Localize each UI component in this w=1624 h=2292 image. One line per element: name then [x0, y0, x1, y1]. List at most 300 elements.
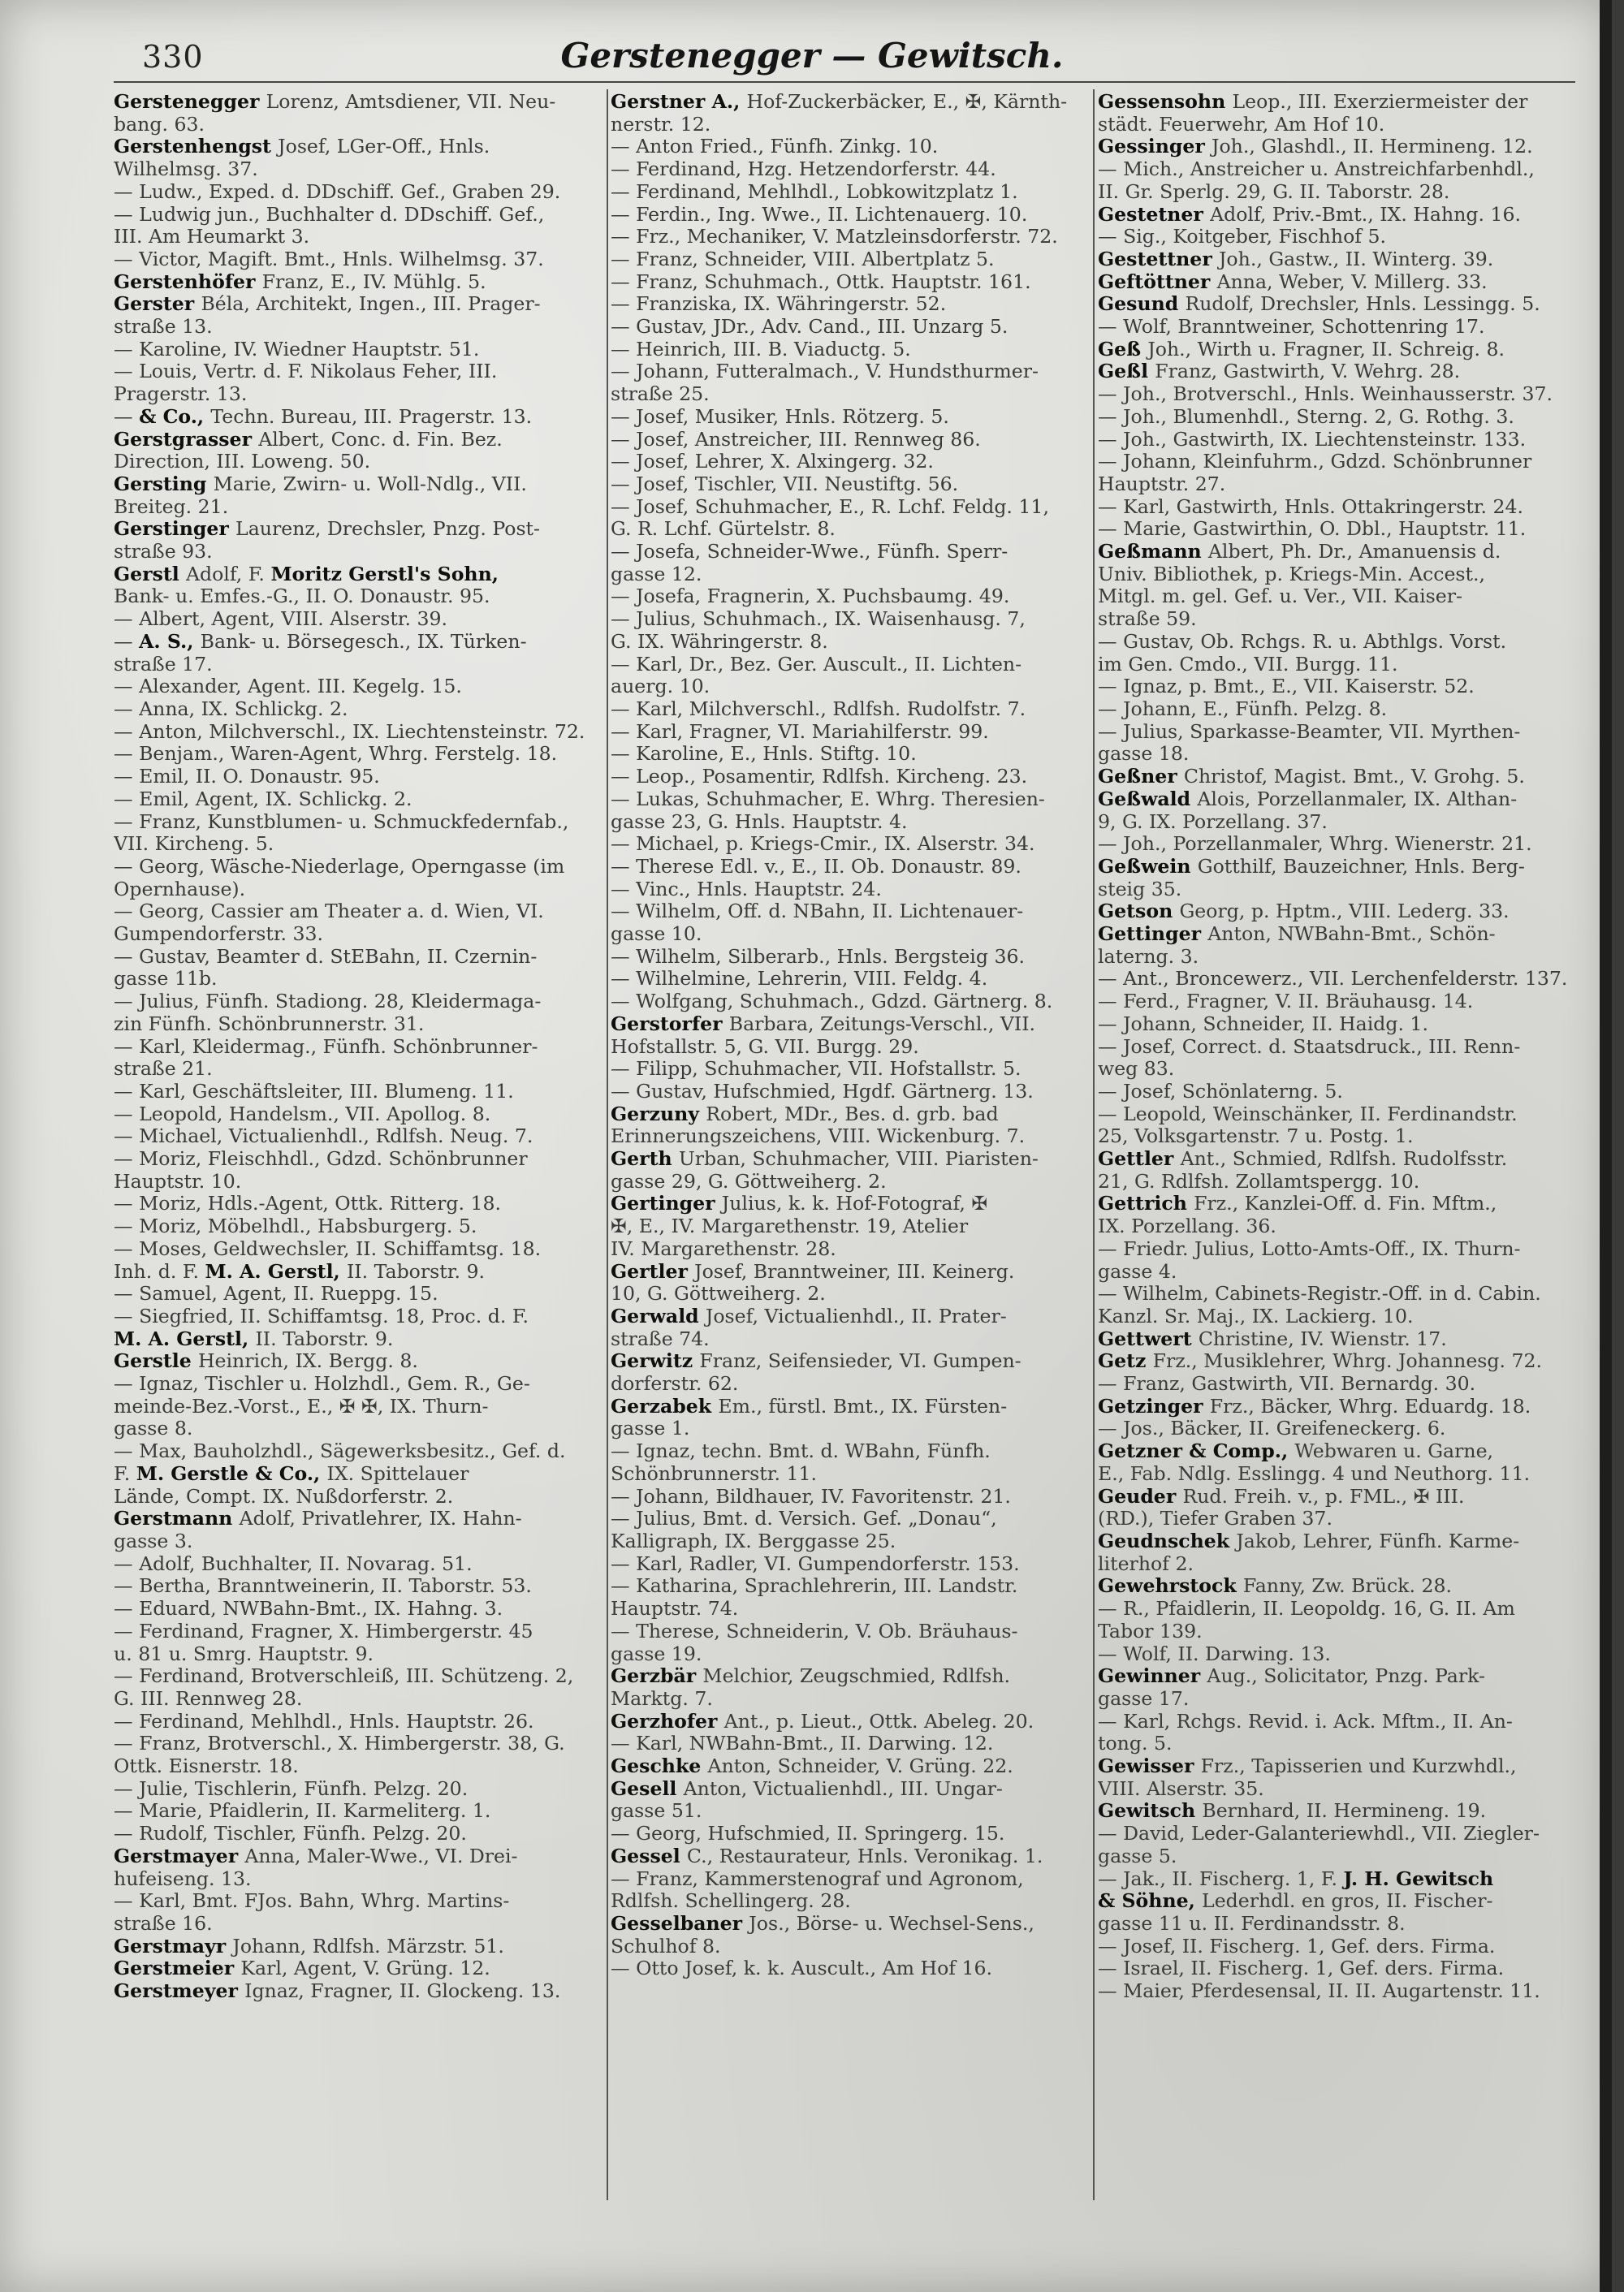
- entry-text: Schönbrunnerstr. 11.: [611, 1461, 817, 1485]
- entry-text: Gumpendorferstr. 33.: [114, 922, 324, 946]
- entry-surname: Gesell: [611, 1776, 684, 1800]
- entry-text: — Adolf, Buchhalter, II. Novarag. 51.: [114, 1552, 473, 1575]
- directory-line: [1098, 226, 1579, 248]
- entry-text: 21, G. Rdlfsh. Zollamtspergg. 10.: [1098, 1169, 1420, 1193]
- directory-line: [114, 1238, 601, 1261]
- entry-text: 10, G. Göttweiherg. 2.: [611, 1282, 826, 1306]
- entry-text: — Friedr. Julius, Lotto-Amts-Off., IX. Thurn-: [1098, 1237, 1521, 1260]
- entry-text: — Joh., Blumenhdl., Sterng. 2, G. Rothg. 3.: [1098, 404, 1514, 428]
- directory-line: [1098, 136, 1579, 158]
- directory-line: [114, 1800, 601, 1823]
- entry-text: — Franz, Brotverschl., X. Himbergerstr. 38, G.: [114, 1732, 565, 1755]
- directory-line: [114, 1621, 601, 1643]
- entry-surname: Gerstgrasser: [114, 427, 259, 451]
- entry-text: — Julius, Schuhmach., IX. Waisenhausg. 7,: [611, 607, 1026, 631]
- entry-text: Albert, Ph. Dr., Amanuensis d.: [1207, 540, 1501, 563]
- directory-line: [114, 1755, 601, 1778]
- directory-line: [611, 1733, 1094, 1755]
- entry-text: — Marie, Pfaidlerin, II. Karmeliterg. 1.: [114, 1799, 491, 1823]
- entry-text: — Ignaz, Tischler u. Holzhdl., Gem. R., Ge-: [114, 1372, 530, 1396]
- directory-line: [1098, 1665, 1579, 1688]
- entry-text: VIII. Alserstr. 35.: [1098, 1776, 1264, 1800]
- directory-line: [611, 1936, 1094, 1958]
- directory-line: [1098, 900, 1579, 923]
- entry-text: Julius, k. k. Hof-Fotograf, ✠: [721, 1192, 988, 1215]
- directory-column-2: [611, 91, 1094, 2275]
- directory-line: [114, 563, 601, 586]
- directory-line: [611, 316, 1094, 339]
- directory-line: [1098, 676, 1579, 698]
- entry-text: — Albert, Agent, VIII. Alserstr. 39.: [114, 607, 448, 631]
- entry-text: — Karl, Dr., Bez. Ger. Auscult., II. Lichten-: [611, 652, 1022, 676]
- directory-line: [114, 1036, 601, 1059]
- entry-text: gasse 17.: [1098, 1686, 1190, 1710]
- directory-line: [1098, 158, 1579, 181]
- directory-line: [611, 1081, 1094, 1103]
- directory-line: [114, 1980, 601, 2003]
- entry-surname: Gewehrstock: [1098, 1574, 1243, 1598]
- directory-line: [1098, 1350, 1579, 1373]
- entry-text: — Karl, Gastwirth, Hnls. Ottakringerstr. 24.: [1098, 494, 1524, 518]
- entry-text: — Emil, Agent, IX. Schlickg. 2.: [114, 787, 412, 810]
- directory-line: [1098, 91, 1579, 114]
- directory-line: [611, 1575, 1094, 1598]
- directory-line: [114, 991, 601, 1013]
- directory-line: [1098, 541, 1579, 563]
- entry-text: Bernhard, II. Hermineng. 19.: [1202, 1799, 1487, 1823]
- directory-line: [114, 1575, 601, 1598]
- directory-line: [1098, 1036, 1579, 1059]
- entry-surname: Getzner & Comp.,: [1098, 1440, 1295, 1463]
- entry-text: Ant., Schmied, Rdlfsh. Rudolfsstr.: [1180, 1147, 1508, 1171]
- entry-text: — Ferd., Fragner, V. II. Bräuhausg. 14.: [1098, 990, 1474, 1013]
- entry-text: — Georg, Cassier am Theater a. d. Wien, VI.: [114, 900, 544, 923]
- entry-surname: Gerstner A.,: [611, 91, 747, 113]
- directory-line: [1098, 1755, 1579, 1778]
- directory-line: [611, 923, 1094, 946]
- directory-line: [611, 181, 1094, 204]
- page-number: 330: [142, 39, 204, 75]
- entry-text: — Gustav, Ob. Rchgs. R. u. Abthlgs. Vorst.: [1098, 629, 1507, 653]
- entry-text: Frz., Tapisserien und Kurzwhdl.,: [1200, 1755, 1517, 1778]
- directory-line: [611, 1171, 1094, 1193]
- directory-line: [114, 946, 601, 969]
- entry-text: — Julius, Sparkasse-Beamter, VII. Myrthen-: [1098, 719, 1521, 743]
- entry-surname: Gestetner: [1098, 202, 1211, 226]
- directory-line: [114, 1283, 601, 1306]
- directory-line: [1098, 811, 1579, 834]
- entry-text: Wilhelmsg. 37.: [114, 158, 258, 181]
- directory-line: [1098, 1171, 1579, 1193]
- entry-text: Lorenz, Amtsdiener, VII. Neu-: [266, 91, 556, 113]
- entry-text: hufeiseng. 13.: [114, 1867, 252, 1890]
- directory-line: [1098, 1980, 1579, 2003]
- directory-line: [1098, 339, 1579, 361]
- directory-line: [611, 1530, 1094, 1553]
- entry-text: straße 25.: [611, 382, 710, 406]
- entry-text: — Karl, Kleidermag., Fünfh. Schönbrunner-: [114, 1034, 538, 1058]
- directory-line: [1098, 518, 1579, 541]
- directory-line: [611, 1036, 1094, 1059]
- directory-line: [611, 654, 1094, 676]
- directory-line: [114, 608, 601, 631]
- entry-text: Frz., Kanzlei-Off. d. Fin. Mftm.,: [1194, 1192, 1497, 1215]
- directory-line: [611, 946, 1094, 969]
- directory-line: [114, 1688, 601, 1711]
- directory-line: [1098, 563, 1579, 586]
- directory-line: [114, 1215, 601, 1238]
- entry-text: —: [114, 404, 140, 428]
- entry-text: — Jos., Bäcker, II. Greifeneckerg. 6.: [1098, 1417, 1446, 1440]
- entry-surname: Gestettner: [1098, 247, 1219, 270]
- entry-surname: Geßwald: [1098, 787, 1198, 810]
- directory-line: [611, 1553, 1094, 1576]
- directory-line: [114, 496, 601, 519]
- directory-line: [114, 1396, 601, 1418]
- directory-line: [114, 1957, 601, 1980]
- entry-text: Hofstallstr. 5, G. VII. Burgg. 29.: [611, 1034, 919, 1058]
- entry-surname: Geschke: [611, 1755, 708, 1778]
- entry-text: — David, Leder-Galanteriewhdl., VII. Ziegler-: [1098, 1822, 1540, 1845]
- directory-line: [1098, 1711, 1579, 1733]
- directory-line: [611, 608, 1094, 631]
- directory-line: [1098, 1463, 1579, 1486]
- entry-text: G. III. Rennweg 28.: [114, 1686, 303, 1710]
- entry-surname: Geftöttner: [1098, 270, 1217, 293]
- entry-text: Bank- u. Emfes.-G., II. O. Donaustr. 95.: [114, 585, 490, 608]
- entry-text: — Josef, Anstreicher, III. Rennweg 86.: [611, 427, 981, 451]
- directory-line: [114, 811, 601, 834]
- entry-surname: Gerstmayr: [114, 1934, 233, 1957]
- directory-line: [114, 226, 601, 248]
- directory-line: [611, 1778, 1094, 1801]
- entry-text: — Joh., Gastwirth, IX. Liechtensteinstr. 133.: [1098, 427, 1527, 451]
- directory-line: [611, 293, 1094, 316]
- directory-line: [611, 721, 1094, 744]
- entry-text: Robert, MDr., Bes. d. grb. bad: [706, 1102, 999, 1125]
- directory-line: [1098, 1215, 1579, 1238]
- directory-line: [114, 316, 601, 339]
- entry-text: — Leopold, Handelsm., VII. Apollog. 8.: [114, 1102, 491, 1125]
- entry-surname: Gertinger: [611, 1192, 722, 1215]
- entry-text: — Josefa, Fragnerin, X. Puchsbaumg. 49.: [611, 585, 1010, 608]
- entry-text: Georg, p. Hptm., VIII. Lederg. 33.: [1179, 900, 1510, 923]
- entry-surname: Getz: [1098, 1349, 1153, 1373]
- entry-text: — Karl, Geschäftsleiter, III. Blumeng. 11.: [114, 1079, 514, 1103]
- directory-line: [1098, 766, 1579, 788]
- entry-text: 25, Volksgartenstr. 7 u. Postg. 1.: [1098, 1124, 1414, 1148]
- entry-text: straße 93.: [114, 540, 213, 563]
- directory-line: [114, 1125, 601, 1148]
- directory-line: [611, 1125, 1094, 1148]
- entry-surname: Gerstle: [114, 1349, 198, 1373]
- page-edge-shadow: [1600, 0, 1612, 2292]
- entry-text: — Mich., Anstreicher u. Anstreichfarbenhdl.,: [1098, 158, 1535, 181]
- entry-surname: Gettinger: [1098, 922, 1208, 946]
- entry-text: — Ferdinand, Mehlhdl., Hnls. Hauptstr. 26.: [114, 1709, 534, 1733]
- entry-text: zin Fünfh. Schönbrunnerstr. 31.: [114, 1012, 425, 1035]
- directory-line: [611, 833, 1094, 856]
- entry-text: Josef, Victualienhdl., II. Prater-: [705, 1304, 1007, 1327]
- directory-line: [114, 788, 601, 811]
- directory-line: [611, 1800, 1094, 1823]
- directory-line: [1098, 1845, 1579, 1868]
- entry-text: laterng. 3.: [1098, 944, 1199, 968]
- entry-text: Em., fürstl. Bmt., IX. Fürsten-: [718, 1394, 1008, 1418]
- directory-line: [611, 991, 1094, 1013]
- directory-line: [611, 473, 1094, 496]
- entry-surname: Gerzhofer: [611, 1709, 724, 1733]
- entry-text: straße 13.: [114, 315, 213, 339]
- entry-text: — Rudolf, Tischler, Fünfh. Pelzg. 20.: [114, 1822, 467, 1845]
- directory-line: [611, 1261, 1094, 1284]
- entry-surname: M. Gerstle & Co.,: [136, 1461, 327, 1485]
- entry-surname: Getzinger: [1098, 1394, 1210, 1418]
- entry-text: — Ferdinand, Mehlhdl., Lobkowitzplatz 1.: [611, 179, 1018, 203]
- directory-line: [114, 158, 601, 181]
- directory-line: [1098, 1890, 1579, 1913]
- entry-surname: Gewinner: [1098, 1664, 1207, 1688]
- directory-line: [114, 878, 601, 901]
- entry-text: Franz, E., IV. Mühlg. 5.: [261, 270, 486, 293]
- directory-line: [611, 631, 1094, 654]
- directory-line: [1098, 1148, 1579, 1171]
- entry-text: II. Taborstr. 9.: [255, 1327, 394, 1350]
- entry-text: Christine, IV. Wienstr. 17.: [1198, 1327, 1447, 1350]
- entry-text: Webwaren u. Garne,: [1294, 1440, 1494, 1463]
- entry-text: (RD.), Tiefer Graben 37.: [1098, 1507, 1332, 1530]
- entry-text: — Katharina, Sprachlehrerin, III. Landstr.: [611, 1574, 1018, 1598]
- directory-line: [1098, 1936, 1579, 1958]
- entry-text: — Siegfried, II. Schiffamtsg. 18, Proc. d. F.: [114, 1304, 529, 1327]
- entry-text: — Karoline, IV. Wiedner Hauptstr. 51.: [114, 337, 480, 360]
- entry-surname: Gerster: [114, 292, 201, 316]
- entry-text: Karl, Agent, V. Grüng. 12.: [240, 1957, 490, 1980]
- directory-line: [1098, 1868, 1579, 1891]
- directory-line: [114, 1261, 601, 1284]
- entry-text: — Marie, Gastwirthin, O. Dbl., Hauptstr. 11.: [1098, 517, 1527, 541]
- directory-line: [114, 360, 601, 383]
- entry-text: Ant., p. Lieut., Ottk. Abeleg. 20.: [723, 1709, 1034, 1733]
- entry-surname: M. A. Gerstl,: [114, 1327, 256, 1350]
- entry-text: — Ignaz, techn. Bmt. d. WBahn, Fünfh.: [611, 1440, 991, 1463]
- directory-line: [1098, 1621, 1579, 1643]
- entry-text: Anton, Victualienhdl., III. Ungar-: [683, 1776, 1003, 1800]
- directory-line: [1098, 654, 1579, 676]
- entry-text: — Wilhelm, Silberarb., Hnls. Bergsteig 36.: [611, 944, 1025, 968]
- directory-line: [1098, 429, 1579, 451]
- directory-line: [1098, 608, 1579, 631]
- entry-surname: Gerth: [611, 1147, 679, 1171]
- directory-line: [114, 1553, 601, 1576]
- directory-line: [114, 451, 601, 473]
- entry-text: gasse 23, G. Hnls. Hauptstr. 4.: [611, 809, 908, 833]
- directory-line: [611, 1148, 1094, 1171]
- entry-text: Frz., Bäcker, Whrg. Eduardg. 18.: [1209, 1394, 1531, 1418]
- entry-surname: Gerstmeyer: [114, 1979, 245, 2003]
- entry-text: gasse 3.: [114, 1530, 193, 1552]
- entry-text: — Gustav, Hufschmied, Hgdf. Gärtnerg. 13.: [611, 1079, 1034, 1103]
- entry-surname: Geuder: [1098, 1484, 1183, 1508]
- entry-text: — Johann, Kleinfuhrm., Gdzd. Schönbrunner: [1098, 450, 1532, 473]
- entry-text: Melchior, Zeugschmied, Rdlfsh.: [702, 1664, 1011, 1688]
- entry-surname: Geßwein: [1098, 854, 1198, 878]
- directory-line: [114, 833, 601, 856]
- entry-text: — Ludwig jun., Buchhalter d. DDschiff. Gef.,: [114, 202, 545, 226]
- entry-text: — Bertha, Branntweinerin, II. Taborstr. 53.: [114, 1574, 532, 1598]
- entry-text: Inh. d. F.: [114, 1259, 205, 1283]
- running-head: Gerstenegger — Gewitsch.: [560, 36, 1064, 76]
- entry-text: — Karoline, E., Hnls. Stiftg. 10.: [611, 742, 917, 766]
- directory-line: [114, 1913, 601, 1936]
- entry-text: — Georg, Wäsche-Niederlage, Operngasse (im: [114, 854, 565, 878]
- directory-line: [114, 631, 601, 654]
- directory-line: [611, 360, 1094, 383]
- entry-text: — Franz, Schuhmach., Ottk. Hauptstr. 161.: [611, 270, 1031, 293]
- entry-text: Jos., Börse- u. Wechsel-Sens.,: [749, 1911, 1034, 1935]
- directory-line: [611, 1350, 1094, 1373]
- directory-line: [1098, 1058, 1579, 1081]
- entry-text: II. Gr. Sperlg. 29, G. II. Taborstr. 28.: [1098, 179, 1450, 203]
- entry-text: Heinrich, IX. Bergg. 8.: [197, 1349, 418, 1373]
- directory-line: [1098, 1328, 1579, 1351]
- entry-text: Gotthilf, Bauzeichner, Hnls. Berg-: [1197, 854, 1525, 878]
- directory-line: [1098, 1283, 1579, 1306]
- directory-line: [611, 1238, 1094, 1261]
- entry-text: Franz, Seifensieder, VI. Gumpen-: [699, 1349, 1021, 1373]
- entry-text: Rud. Freih. v., p. FML., ✠ III.: [1182, 1484, 1465, 1508]
- directory-line: [611, 1913, 1094, 1936]
- entry-text: Franz, Gastwirth, V. Wehrg. 28.: [1155, 360, 1461, 383]
- entry-text: Erinnerungszeichens, VIII. Wickenburg. 7.: [611, 1124, 1026, 1148]
- directory-line: [611, 429, 1094, 451]
- directory-line: [611, 1058, 1094, 1081]
- directory-line: [1098, 1553, 1579, 1576]
- directory-line: [1098, 204, 1579, 227]
- directory-line: [611, 1440, 1094, 1463]
- entry-text: — Josef, Lehrer, X. Alxingerg. 32.: [611, 450, 934, 473]
- directory-line: [1098, 1486, 1579, 1509]
- directory-line: [611, 406, 1094, 429]
- directory-line: [1098, 968, 1579, 991]
- directory-line: [1098, 1193, 1579, 1215]
- entry-surname: Gerstl: [114, 562, 186, 585]
- directory-line: [1098, 698, 1579, 721]
- entry-surname: Geßner: [1098, 765, 1184, 788]
- entry-text: — Johann, Bildhauer, IV. Favoritenstr. 21.: [611, 1484, 1011, 1508]
- entry-text: — Louis, Vertr. d. F. Nikolaus Feher, III.: [114, 360, 498, 383]
- entry-text: bang. 63.: [114, 112, 205, 136]
- directory-line: [1098, 585, 1579, 608]
- entry-text: — Moriz, Möbelhdl., Habsburgerg. 5.: [114, 1215, 477, 1238]
- entry-text: tong. 5.: [1098, 1732, 1173, 1755]
- directory-line: [114, 136, 601, 158]
- entry-text: — Wolf, Branntweiner, Schottenring 17.: [1098, 315, 1485, 339]
- directory-line: [611, 1508, 1094, 1530]
- entry-text: Christof, Magist. Bmt., V. Grohg. 5.: [1183, 765, 1525, 788]
- entry-text: Leop., III. Exerziermeister der: [1232, 91, 1528, 113]
- entry-surname: Gettwert: [1098, 1327, 1199, 1350]
- entry-text: meinde-Bez.-Vorst., E., ✠ ✠, IX. Thurn-: [114, 1394, 489, 1418]
- entry-text: — Johann, Schneider, II. Haidg. 1.: [1098, 1012, 1428, 1035]
- entry-text: gasse 1.: [611, 1417, 690, 1440]
- directory-line: [1098, 946, 1579, 969]
- entry-text: Mitgl. m. gel. Gef. u. Ver., VII. Kaiser-: [1098, 585, 1462, 608]
- entry-text: steig 35.: [1098, 877, 1182, 900]
- directory-line: [611, 158, 1094, 181]
- entry-text: Josef, LGer-Off., Hnls.: [278, 135, 490, 158]
- directory-line: [1098, 1598, 1579, 1621]
- entry-surname: Gettler: [1098, 1147, 1181, 1171]
- directory-line: [114, 1418, 601, 1440]
- entry-text: gasse 51.: [611, 1799, 702, 1823]
- entry-text: städt. Feuerwehr, Am Hof 10.: [1098, 112, 1385, 136]
- entry-text: E., Fab. Ndlg. Esslingg. 4 und Neuthorg. 11.: [1098, 1461, 1531, 1485]
- directory-line: [611, 1396, 1094, 1418]
- directory-line: [1098, 360, 1579, 383]
- entry-text: — Lukas, Schuhmacher, E. Whrg. Theresien-: [611, 787, 1045, 810]
- entry-text: — Benjam., Waren-Agent, Whrg. Ferstelg. 18.: [114, 742, 558, 766]
- entry-text: Béla, Architekt, Ingen., III. Prager-: [201, 292, 541, 316]
- directory-line: [114, 91, 601, 114]
- entry-text: — Julie, Tischlerin, Fünfh. Pelzg. 20.: [114, 1776, 469, 1800]
- entry-surname: Gessel: [611, 1844, 687, 1867]
- directory-line: [114, 743, 601, 766]
- directory-line: [611, 698, 1094, 721]
- directory-line: [1098, 1418, 1579, 1440]
- directory-line: [114, 1373, 601, 1396]
- entry-text: Kalligraph, IX. Berggasse 25.: [611, 1530, 896, 1552]
- directory-line: [114, 676, 601, 698]
- directory-line: [611, 1643, 1094, 1666]
- directory-line: [1098, 1396, 1579, 1418]
- entry-text: — Gustav, Beamter d. StEBahn, II. Czernin-: [114, 944, 538, 968]
- directory-line: [114, 1936, 601, 1958]
- directory-line: [611, 856, 1094, 878]
- entry-text: — Ferdinand, Fragner, X. Himbergerstr. 45: [114, 1619, 533, 1642]
- directory-line: [611, 451, 1094, 473]
- directory-line: [611, 900, 1094, 923]
- entry-text: Fanny, Zw. Brück. 28.: [1242, 1574, 1452, 1598]
- entry-text: Barbara, Zeitungs-Verschl., VII.: [728, 1012, 1036, 1035]
- directory-line: [1098, 496, 1579, 519]
- entry-text: — Karl, Rchgs. Revid. i. Ack. Mftm., II. An-: [1098, 1709, 1513, 1733]
- entry-text: Aug., Solicitator, Pnzg. Park-: [1207, 1664, 1485, 1688]
- directory-line: [611, 563, 1094, 586]
- directory-line: [114, 1868, 601, 1891]
- entry-text: — Karl, Radler, VI. Gumpendorferstr. 153.: [611, 1552, 1020, 1575]
- directory-line: [1098, 293, 1579, 316]
- entry-text: — Ferdin., Ing. Wwe., II. Lichtenauerg. 10.: [611, 202, 1028, 226]
- directory-line: [1098, 1733, 1579, 1755]
- entry-surname: Gerstmann: [114, 1507, 240, 1530]
- entry-text: IX. Porzellang. 36.: [1098, 1215, 1276, 1238]
- entry-text: — Moriz, Fleischhdl., Gdzd. Schönbrunner: [114, 1147, 528, 1171]
- directory-line: [1098, 743, 1579, 766]
- entry-text: Schulhof 8.: [611, 1934, 721, 1957]
- directory-line: [1098, 1013, 1579, 1036]
- entry-text: — Jak., II. Fischerg. 1, F.: [1098, 1867, 1344, 1890]
- entry-text: — Joh., Brotverschl., Hnls. Weinhausserstr. 37.: [1098, 382, 1553, 406]
- directory-line: [611, 788, 1094, 811]
- directory-line: [114, 1081, 601, 1103]
- entry-text: gasse 4.: [1098, 1259, 1177, 1283]
- entry-text: Josef, Branntweiner, III. Keinerg.: [694, 1259, 1015, 1283]
- entry-text: — Wolfgang, Schuhmach., Gdzd. Gärtnerg. 8.: [611, 990, 1053, 1013]
- directory-line: [114, 518, 601, 541]
- entry-text: — Victor, Magift. Bmt., Hnls. Wilhelmsg. 37.: [114, 247, 544, 270]
- entry-surname: Geßmann: [1098, 540, 1208, 563]
